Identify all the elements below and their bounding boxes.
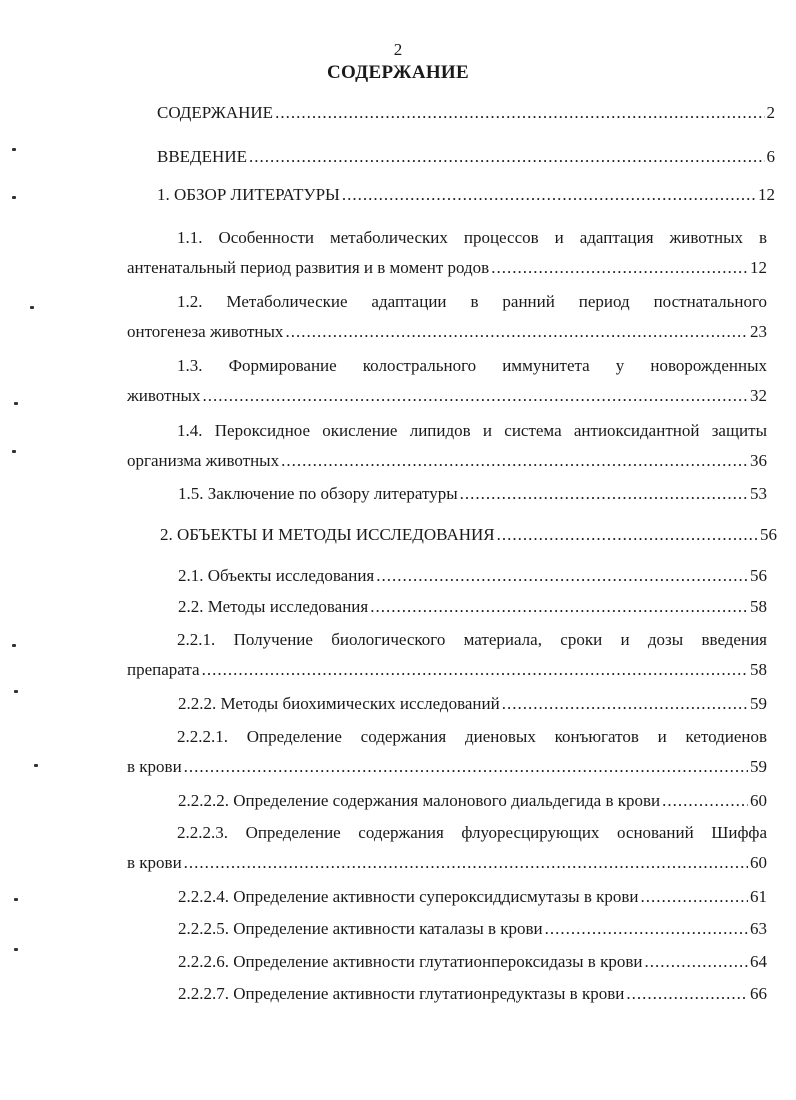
toc-entry-title: СОДЕРЖАНИЕ (157, 103, 274, 122)
toc-entry[interactable] (127, 823, 767, 873)
toc-entry-title-line1: 1.3. Формирование колострального иммунитета у новорожденных (177, 356, 767, 375)
toc-leader-dots (545, 919, 748, 939)
scan-speck (12, 196, 16, 199)
toc-entry-title: 2.2.2.2. Определение содержания малонового диальдегида в крови (178, 791, 661, 810)
toc-leader-dots (275, 103, 764, 123)
toc-entry-title: 2.2.2.4. Определение активности супероксиддисмутазы в крови (178, 887, 639, 906)
scan-speck (12, 148, 16, 151)
toc-entry-title: 2.2.2.7. Определение активности глутатионредуктазы в крови (178, 984, 625, 1003)
toc-entry-title: препарата (127, 660, 200, 679)
toc-entry-title-line1: 2.2.1. Получение биологического материала, сроки и дозы введения (177, 630, 767, 649)
page-number: 2 (393, 40, 403, 59)
toc-page-number: 23 (750, 322, 767, 341)
scan-speck (14, 898, 18, 901)
toc-entry[interactable] (157, 103, 775, 123)
toc-leader-dots (249, 147, 765, 167)
toc-entry[interactable] (178, 919, 767, 939)
toc-entry[interactable] (127, 292, 767, 342)
toc-page-number: 59 (750, 757, 767, 776)
toc-leader-dots (376, 566, 748, 586)
toc-entry-title: 2.2.2.6. Определение активности глутатионпероксидазы в крови (178, 952, 643, 971)
scan-speck (12, 644, 16, 647)
toc-entry-title-line1: 1.2. Метаболические адаптации в ранний период постнатального (177, 292, 767, 311)
toc-leader-dots (491, 258, 748, 278)
toc-leader-dots (285, 322, 748, 342)
toc-leader-dots (502, 694, 748, 714)
toc-leader-dots (644, 952, 748, 972)
toc-page-number: 53 (750, 484, 767, 503)
toc-entry[interactable] (127, 228, 767, 278)
toc-entry-title-line1: 2.2.2.1. Определение содержания диеновых конъюгатов и кетодиенов (177, 727, 767, 746)
toc-entry-title: 2.2.2.5. Определение активности каталазы в крови (178, 919, 543, 938)
toc-entry-title-line1: 2.2.2.3. Определение содержания флуоресцирующих оснований Шиффа (177, 823, 767, 842)
toc-page-number: 12 (750, 258, 767, 277)
toc-page-number: 12 (758, 185, 775, 204)
toc-entry-title: 1. ОБЗОР ЛИТЕРАТУРЫ (157, 185, 340, 204)
toc-entry[interactable] (157, 147, 775, 167)
toc-leader-dots (281, 451, 748, 471)
scan-speck (14, 402, 18, 405)
toc-entry-title: животных (127, 386, 201, 405)
toc-page-number: 36 (750, 451, 767, 470)
toc-page-number: 59 (750, 694, 767, 713)
toc-entry-title: 2.2. Методы исследования (178, 597, 369, 616)
toc-page-number: 6 (766, 147, 775, 166)
toc-entry[interactable] (127, 356, 767, 406)
toc-entry-title: в крови (127, 757, 182, 776)
toc-entry-title-line1: 1.4. Пероксидное окисление липидов и система антиоксидантной защиты (177, 421, 767, 440)
toc-entry[interactable] (178, 887, 767, 907)
toc-entry[interactable] (178, 694, 767, 714)
toc-entry[interactable] (178, 791, 767, 811)
toc-entry-title: в крови (127, 853, 182, 872)
page-title: СОДЕРЖАНИЕ (327, 62, 469, 83)
toc-page-number: 56 (760, 525, 777, 544)
toc-entry[interactable] (178, 566, 767, 586)
scan-speck (34, 764, 38, 767)
toc-entry[interactable] (157, 185, 775, 205)
toc-entry-title: ВВЕДЕНИЕ (157, 147, 247, 166)
toc-entry-title: организма животных (127, 451, 280, 470)
toc-leader-dots (202, 386, 748, 406)
toc-entry-title: 2. ОБЪЕКТЫ И МЕТОДЫ ИССЛЕДОВАНИЯ (160, 525, 495, 544)
toc-page-number: 58 (750, 597, 767, 616)
scan-speck (14, 948, 18, 951)
toc-leader-dots (342, 185, 756, 205)
toc-page-number: 66 (750, 984, 767, 1003)
toc-leader-dots (202, 660, 748, 680)
toc-leader-dots (626, 984, 748, 1004)
toc-entry[interactable] (178, 484, 767, 504)
toc-leader-dots (370, 597, 748, 617)
toc-leader-dots (497, 525, 758, 545)
scan-speck (30, 306, 34, 309)
toc-page-number: 56 (750, 566, 767, 585)
toc-entry[interactable] (127, 421, 767, 471)
toc-leader-dots (184, 757, 748, 777)
toc-entry[interactable] (178, 597, 767, 617)
toc-entry-title-line1: 1.1. Особенности метаболических процессов и адаптация животных в (177, 228, 767, 247)
toc-leader-dots (641, 887, 748, 907)
scan-speck (14, 690, 18, 693)
toc-page-number: 58 (750, 660, 767, 679)
toc-page-number: 2 (766, 103, 775, 122)
toc-entry-title: 2.1. Объекты исследования (178, 566, 375, 585)
toc-page-number: 63 (750, 919, 767, 938)
toc-page-number: 60 (750, 853, 767, 872)
toc-page-number: 60 (750, 791, 767, 810)
toc-entry-title: антенатальный период развития и в момент родов (127, 258, 490, 277)
toc-entry[interactable] (178, 952, 767, 972)
toc-entry-title: онтогенеза животных (127, 322, 284, 341)
toc-page-number: 32 (750, 386, 767, 405)
toc-entry[interactable] (127, 630, 767, 680)
toc-entry-title: 1.5. Заключение по обзору литературы (178, 484, 458, 503)
toc-entry-title: 2.2.2. Методы биохимических исследований (178, 694, 500, 713)
toc-page-number: 61 (750, 887, 767, 906)
toc-leader-dots (460, 484, 748, 504)
toc-entry[interactable] (178, 984, 767, 1004)
scan-speck (12, 450, 16, 453)
toc-leader-dots (662, 791, 748, 811)
toc-entry[interactable] (127, 727, 767, 777)
toc-leader-dots (184, 853, 748, 873)
toc-entry[interactable] (160, 525, 777, 545)
toc-page-number: 64 (750, 952, 767, 971)
